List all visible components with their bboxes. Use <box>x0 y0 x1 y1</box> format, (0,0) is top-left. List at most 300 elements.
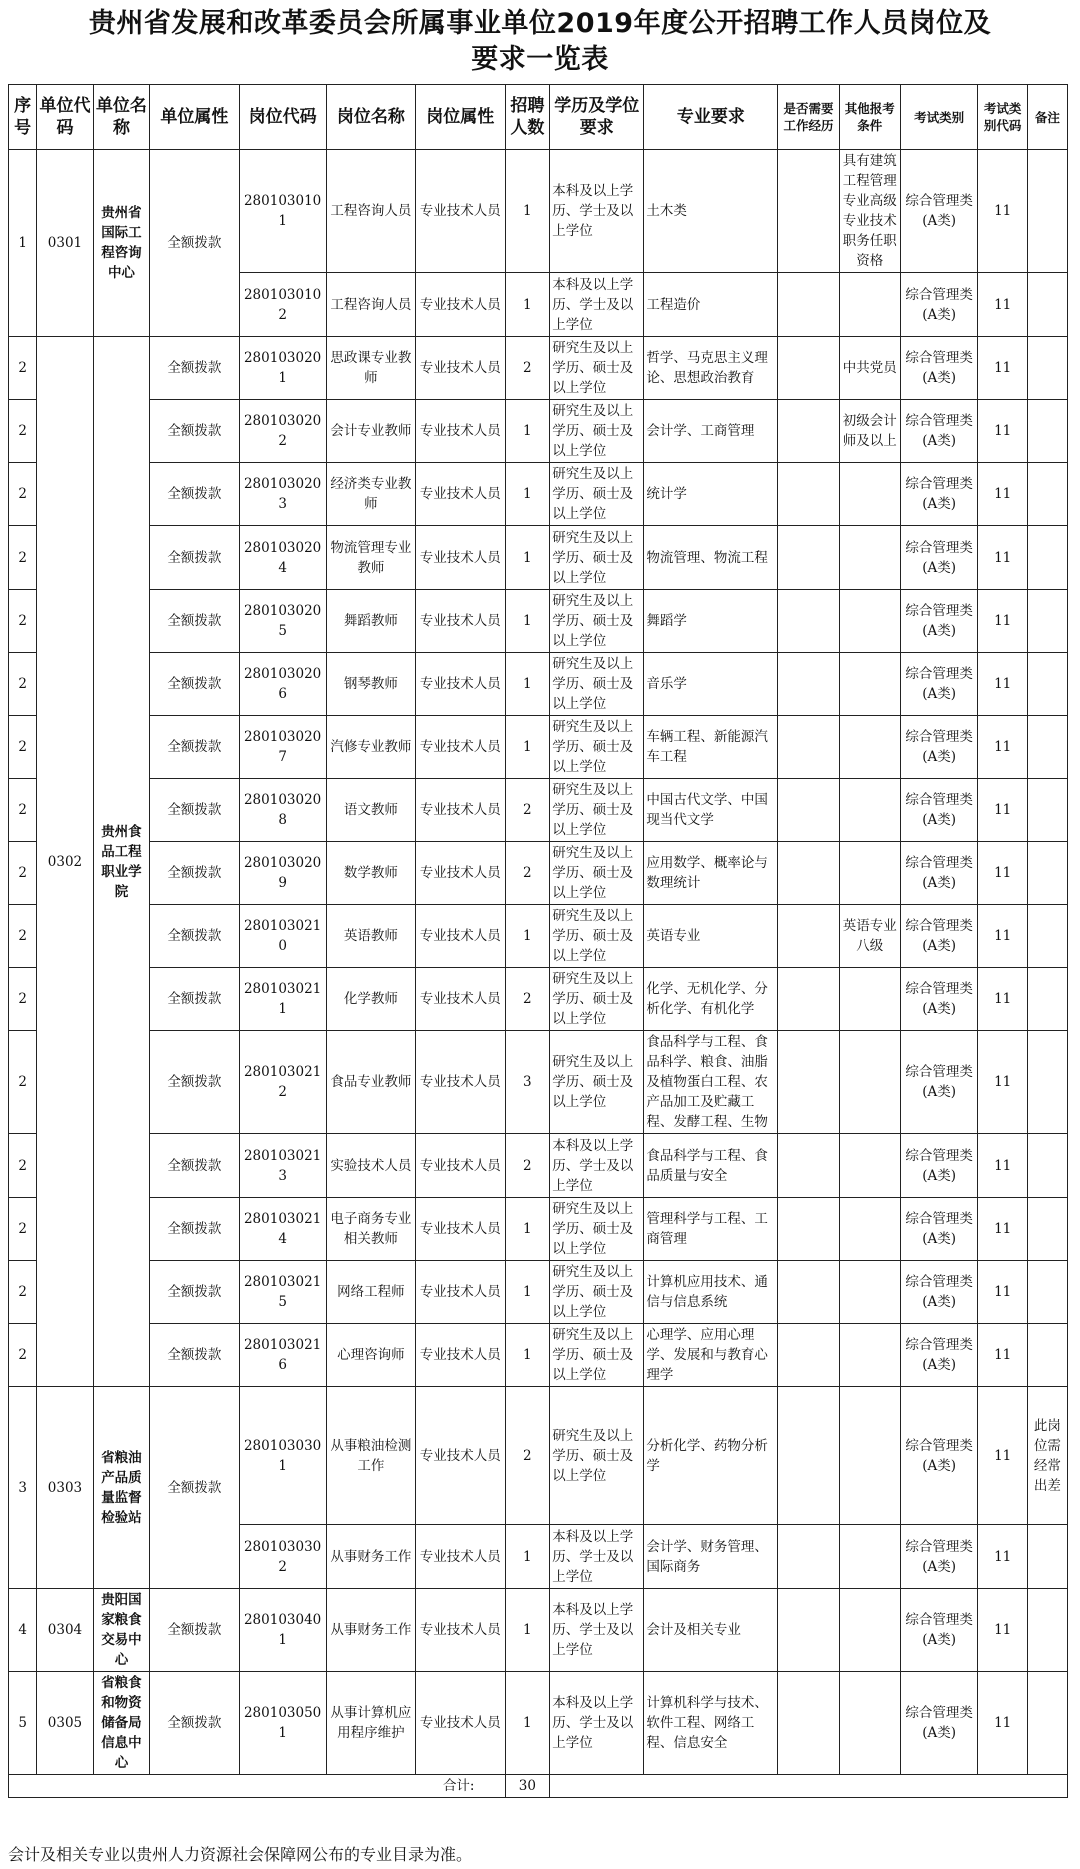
table-row <box>9 150 1068 273</box>
post-note-cell <box>1027 653 1067 716</box>
table-row <box>9 1589 1068 1672</box>
post-count-cell: 3 <box>505 1031 550 1134</box>
unit-name-cell: 省粮油产品质量监督检验站 <box>93 1387 149 1589</box>
post-type-cell: 专业技术人员 <box>416 1672 505 1775</box>
post-edu-cell: 研究生及以上学历、硕士及以上学位 <box>550 1261 644 1324</box>
post-other-cell <box>839 1525 900 1589</box>
total-label: 合计: <box>9 1775 506 1798</box>
post-edu-cell: 研究生及以上学历、硕士及以上学位 <box>550 400 644 463</box>
post-note-cell <box>1027 905 1067 968</box>
unit-code-cell: 0301 <box>37 150 93 337</box>
post-exam-cell: 综合管理类(A类) <box>900 1672 978 1775</box>
post-major-cell: 会计学、工商管理 <box>644 400 778 463</box>
post-edu-cell: 研究生及以上学历、硕士及以上学位 <box>550 842 644 905</box>
post-other-cell <box>839 779 900 842</box>
post-code-cell: 2801030214 <box>239 1198 326 1261</box>
seq-cell: 2 <box>9 337 37 400</box>
post-exam-code-cell: 11 <box>978 1589 1027 1672</box>
post-name-cell: 语文教师 <box>326 779 415 842</box>
seq-cell: 2 <box>9 400 37 463</box>
unit-attr-cell: 全额拨款 <box>150 1672 239 1775</box>
unit-name-cell: 省粮食和物资储备局信息中心 <box>93 1672 149 1775</box>
post-exp-cell <box>778 1525 839 1589</box>
post-edu-cell: 研究生及以上学历、硕士及以上学位 <box>550 1324 644 1387</box>
post-major-cell: 心理学、应用心理学、发展和与教育心理学 <box>644 1324 778 1387</box>
unit-attr-cell: 全额拨款 <box>150 905 239 968</box>
unit-attr-cell: 全额拨款 <box>150 653 239 716</box>
header-cell: 单位代码 <box>37 85 93 150</box>
table-row <box>9 1387 1068 1525</box>
post-other-cell <box>839 1031 900 1134</box>
post-note-cell <box>1027 590 1067 653</box>
post-exp-cell <box>778 968 839 1031</box>
post-major-cell: 会计学、财务管理、国际商务 <box>644 1525 778 1589</box>
post-major-cell: 计算机应用技术、通信与信息系统 <box>644 1261 778 1324</box>
post-exam-code-cell: 11 <box>978 1387 1027 1525</box>
post-other-cell <box>839 463 900 526</box>
unit-attr-cell: 全额拨款 <box>150 1589 239 1672</box>
post-exam-cell: 综合管理类(A类) <box>900 463 978 526</box>
post-edu-cell: 研究生及以上学历、硕士及以上学位 <box>550 779 644 842</box>
header-cell: 招聘人数 <box>505 85 550 150</box>
post-count-cell: 1 <box>505 1324 550 1387</box>
header-cell: 考试类别代码 <box>978 85 1027 150</box>
post-edu-cell: 研究生及以上学历、硕士及以上学位 <box>550 590 644 653</box>
post-exp-cell <box>778 1031 839 1134</box>
header-cell: 岗位代码 <box>239 85 326 150</box>
post-exp-cell <box>778 842 839 905</box>
unit-code-cell: 0302 <box>37 337 93 1387</box>
seq-cell: 5 <box>9 1672 37 1775</box>
header-cell: 是否需要工作经历 <box>778 85 839 150</box>
post-type-cell: 专业技术人员 <box>416 1589 505 1672</box>
header-cell: 考试类别 <box>900 85 978 150</box>
post-exam-cell: 综合管理类(A类) <box>900 337 978 400</box>
post-type-cell: 专业技术人员 <box>416 1387 505 1525</box>
unit-attr-cell: 全额拨款 <box>150 1198 239 1261</box>
post-exam-cell: 综合管理类(A类) <box>900 653 978 716</box>
post-name-cell: 心理咨询师 <box>326 1324 415 1387</box>
table-row <box>9 1324 1068 1387</box>
header-cell: 岗位属性 <box>416 85 505 150</box>
post-type-cell: 专业技术人员 <box>416 273 505 337</box>
post-type-cell: 专业技术人员 <box>416 1324 505 1387</box>
post-major-cell: 管理科学与工程、工商管理 <box>644 1198 778 1261</box>
post-code-cell: 2801030301 <box>239 1387 326 1525</box>
post-exam-cell: 综合管理类(A类) <box>900 150 978 273</box>
post-exam-code-cell: 11 <box>978 1525 1027 1589</box>
post-edu-cell: 本科及以上学历、学士及以上学位 <box>550 273 644 337</box>
post-other-cell: 具有建筑工程管理专业高级专业技术职务任职资格 <box>839 150 900 273</box>
post-major-cell: 会计及相关专业 <box>644 1589 778 1672</box>
post-note-cell <box>1027 842 1067 905</box>
unit-attr-cell: 全额拨款 <box>150 526 239 590</box>
post-major-cell: 食品科学与工程、食品质量与安全 <box>644 1134 778 1198</box>
post-note-cell: 此岗位需经常出差 <box>1027 1387 1067 1525</box>
unit-attr-cell: 全额拨款 <box>150 1031 239 1134</box>
unit-attr-cell: 全额拨款 <box>150 150 239 337</box>
post-exam-code-cell: 11 <box>978 273 1027 337</box>
post-exam-code-cell: 11 <box>978 526 1027 590</box>
post-type-cell: 专业技术人员 <box>416 150 505 273</box>
post-type-cell: 专业技术人员 <box>416 905 505 968</box>
post-other-cell <box>839 1134 900 1198</box>
post-edu-cell: 本科及以上学历、学士及以上学位 <box>550 1672 644 1775</box>
table-body <box>9 150 1068 1775</box>
post-exam-cell: 综合管理类(A类) <box>900 590 978 653</box>
post-exam-code-cell: 11 <box>978 716 1027 779</box>
table-row <box>9 842 1068 905</box>
unit-code-cell: 0304 <box>37 1589 93 1672</box>
post-code-cell: 2801030501 <box>239 1672 326 1775</box>
post-major-cell: 化学、无机化学、分析化学、有机化学 <box>644 968 778 1031</box>
recruitment-table <box>8 84 1068 1798</box>
post-code-cell: 2801030212 <box>239 1031 326 1134</box>
post-exam-code-cell: 11 <box>978 400 1027 463</box>
post-edu-cell: 研究生及以上学历、硕士及以上学位 <box>550 1198 644 1261</box>
post-type-cell: 专业技术人员 <box>416 842 505 905</box>
post-note-cell <box>1027 337 1067 400</box>
post-exam-code-cell: 11 <box>978 1324 1027 1387</box>
post-name-cell: 英语教师 <box>326 905 415 968</box>
post-other-cell <box>839 1324 900 1387</box>
post-other-cell: 初级会计师及以上 <box>839 400 900 463</box>
post-exp-cell <box>778 400 839 463</box>
post-name-cell: 会计专业教师 <box>326 400 415 463</box>
seq-cell: 2 <box>9 1031 37 1134</box>
post-exp-cell <box>778 1198 839 1261</box>
post-exam-code-cell: 11 <box>978 150 1027 273</box>
document-title <box>0 6 1080 78</box>
seq-cell: 2 <box>9 463 37 526</box>
header-cell: 其他报考条件 <box>839 85 900 150</box>
post-name-cell: 工程咨询人员 <box>326 273 415 337</box>
header-cell: 单位名称 <box>93 85 149 150</box>
header-cell: 序号 <box>9 85 37 150</box>
unit-attr-cell: 全额拨款 <box>150 590 239 653</box>
post-exam-code-cell: 11 <box>978 779 1027 842</box>
table-row <box>9 716 1068 779</box>
header-row <box>9 85 1068 150</box>
post-code-cell: 2801030201 <box>239 337 326 400</box>
post-count-cell: 1 <box>505 590 550 653</box>
post-exp-cell <box>778 1387 839 1525</box>
post-code-cell: 2801030401 <box>239 1589 326 1672</box>
post-name-cell: 从事粮油检测工作 <box>326 1387 415 1525</box>
post-name-cell: 电子商务专业相关教师 <box>326 1198 415 1261</box>
post-other-cell <box>839 273 900 337</box>
post-type-cell: 专业技术人员 <box>416 337 505 400</box>
post-count-cell: 2 <box>505 842 550 905</box>
post-exam-code-cell: 11 <box>978 1031 1027 1134</box>
table-row <box>9 779 1068 842</box>
post-code-cell: 2801030203 <box>239 463 326 526</box>
table-footer <box>9 1775 1068 1798</box>
post-count-cell: 1 <box>505 273 550 337</box>
post-code-cell: 2801030211 <box>239 968 326 1031</box>
post-exam-cell: 综合管理类(A类) <box>900 1525 978 1589</box>
post-exp-cell <box>778 905 839 968</box>
seq-cell: 2 <box>9 779 37 842</box>
post-other-cell <box>839 1387 900 1525</box>
post-count-cell: 1 <box>505 150 550 273</box>
post-exam-cell: 综合管理类(A类) <box>900 273 978 337</box>
seq-cell: 2 <box>9 1261 37 1324</box>
post-exam-cell: 综合管理类(A类) <box>900 526 978 590</box>
post-name-cell: 工程咨询人员 <box>326 150 415 273</box>
header-cell: 学历及学位要求 <box>550 85 644 150</box>
unit-name-cell: 贵州食品工程职业学院 <box>93 337 149 1387</box>
post-major-cell: 应用数学、概率论与数理统计 <box>644 842 778 905</box>
post-code-cell: 2801030204 <box>239 526 326 590</box>
post-other-cell <box>839 716 900 779</box>
unit-name-cell: 贵阳国家粮食交易中心 <box>93 1589 149 1672</box>
post-exam-cell: 综合管理类(A类) <box>900 1198 978 1261</box>
post-exam-code-cell: 11 <box>978 1134 1027 1198</box>
post-name-cell: 舞蹈教师 <box>326 590 415 653</box>
post-code-cell: 2801030102 <box>239 273 326 337</box>
unit-code-cell: 0303 <box>37 1387 93 1589</box>
post-note-cell <box>1027 1031 1067 1134</box>
table-row <box>9 1672 1068 1775</box>
seq-cell: 2 <box>9 526 37 590</box>
post-other-cell <box>839 1589 900 1672</box>
post-major-cell: 工程造价 <box>644 273 778 337</box>
seq-cell: 2 <box>9 1198 37 1261</box>
post-count-cell: 2 <box>505 779 550 842</box>
post-major-cell: 分析化学、药物分析学 <box>644 1387 778 1525</box>
post-exam-cell: 综合管理类(A类) <box>900 1134 978 1198</box>
unit-attr-cell: 全额拨款 <box>150 716 239 779</box>
post-other-cell: 中共党员 <box>839 337 900 400</box>
post-exp-cell <box>778 1324 839 1387</box>
post-other-cell <box>839 968 900 1031</box>
seq-cell: 4 <box>9 1589 37 1672</box>
post-major-cell: 物流管理、物流工程 <box>644 526 778 590</box>
seq-cell: 2 <box>9 968 37 1031</box>
title-line-2: 要求一览表 <box>471 44 609 75</box>
post-exp-cell <box>778 1134 839 1198</box>
table-header <box>9 85 1068 150</box>
header-cell: 专业要求 <box>644 85 778 150</box>
table-row <box>9 653 1068 716</box>
post-name-cell: 汽修专业教师 <box>326 716 415 779</box>
table-row <box>9 337 1068 400</box>
post-type-cell: 专业技术人员 <box>416 1261 505 1324</box>
post-count-cell: 2 <box>505 1387 550 1525</box>
post-major-cell: 舞蹈学 <box>644 590 778 653</box>
post-count-cell: 1 <box>505 1589 550 1672</box>
post-exam-code-cell: 11 <box>978 1261 1027 1324</box>
post-count-cell: 2 <box>505 1134 550 1198</box>
post-name-cell: 经济类专业教师 <box>326 463 415 526</box>
footer-note: 会计及相关专业以贵州人力资源社会保障网公布的专业目录为准。 <box>8 1845 473 1864</box>
post-code-cell: 2801030216 <box>239 1324 326 1387</box>
seq-cell: 2 <box>9 1134 37 1198</box>
unit-attr-cell: 全额拨款 <box>150 968 239 1031</box>
post-note-cell <box>1027 779 1067 842</box>
table-row <box>9 463 1068 526</box>
seq-cell: 2 <box>9 590 37 653</box>
total-row <box>9 1775 1068 1798</box>
post-exam-cell: 综合管理类(A类) <box>900 1261 978 1324</box>
post-other-cell <box>839 1672 900 1775</box>
post-code-cell: 2801030202 <box>239 400 326 463</box>
post-exam-cell: 综合管理类(A类) <box>900 716 978 779</box>
unit-attr-cell: 全额拨款 <box>150 779 239 842</box>
post-exam-cell: 综合管理类(A类) <box>900 1387 978 1525</box>
post-exp-cell <box>778 150 839 273</box>
post-exp-cell <box>778 1589 839 1672</box>
post-major-cell: 计算机科学与技术、软件工程、网络工程、信息安全 <box>644 1672 778 1775</box>
post-exam-cell: 综合管理类(A类) <box>900 968 978 1031</box>
unit-code-cell: 0305 <box>37 1672 93 1775</box>
post-note-cell <box>1027 716 1067 779</box>
post-exp-cell <box>778 526 839 590</box>
post-name-cell: 钢琴教师 <box>326 653 415 716</box>
post-exp-cell <box>778 1672 839 1775</box>
post-edu-cell: 本科及以上学历、学士及以上学位 <box>550 1525 644 1589</box>
post-count-cell: 2 <box>505 337 550 400</box>
table-row <box>9 1261 1068 1324</box>
post-count-cell: 1 <box>505 400 550 463</box>
post-type-cell: 专业技术人员 <box>416 1031 505 1134</box>
post-code-cell: 2801030302 <box>239 1525 326 1589</box>
post-major-cell: 统计学 <box>644 463 778 526</box>
post-note-cell <box>1027 1324 1067 1387</box>
unit-name-cell: 贵州省国际工程咨询中心 <box>93 150 149 337</box>
post-type-cell: 专业技术人员 <box>416 1134 505 1198</box>
unit-attr-cell: 全额拨款 <box>150 1324 239 1387</box>
post-exp-cell <box>778 590 839 653</box>
post-edu-cell: 研究生及以上学历、硕士及以上学位 <box>550 1387 644 1525</box>
post-exam-code-cell: 11 <box>978 1198 1027 1261</box>
table-row <box>9 1031 1068 1134</box>
post-major-cell: 土木类 <box>644 150 778 273</box>
post-type-cell: 专业技术人员 <box>416 1198 505 1261</box>
post-exam-code-cell: 11 <box>978 968 1027 1031</box>
post-count-cell: 2 <box>505 968 550 1031</box>
post-major-cell: 音乐学 <box>644 653 778 716</box>
post-note-cell <box>1027 400 1067 463</box>
post-exam-cell: 综合管理类(A类) <box>900 1031 978 1134</box>
table-row <box>9 1134 1068 1198</box>
post-other-cell <box>839 1261 900 1324</box>
post-name-cell: 数学教师 <box>326 842 415 905</box>
post-other-cell: 英语专业八级 <box>839 905 900 968</box>
post-name-cell: 物流管理专业教师 <box>326 526 415 590</box>
post-edu-cell: 研究生及以上学历、硕士及以上学位 <box>550 526 644 590</box>
unit-attr-cell: 全额拨款 <box>150 1261 239 1324</box>
unit-attr-cell: 全额拨款 <box>150 1387 239 1589</box>
post-exam-code-cell: 11 <box>978 842 1027 905</box>
post-exp-cell <box>778 716 839 779</box>
post-edu-cell: 研究生及以上学历、硕士及以上学位 <box>550 716 644 779</box>
post-other-cell <box>839 842 900 905</box>
seq-cell: 1 <box>9 150 37 337</box>
post-note-cell <box>1027 1198 1067 1261</box>
post-code-cell: 2801030213 <box>239 1134 326 1198</box>
post-name-cell: 实验技术人员 <box>326 1134 415 1198</box>
post-exp-cell <box>778 1261 839 1324</box>
post-note-cell <box>1027 1672 1067 1775</box>
post-edu-cell: 研究生及以上学历、硕士及以上学位 <box>550 653 644 716</box>
seq-cell: 3 <box>9 1387 37 1589</box>
post-other-cell <box>839 526 900 590</box>
unit-attr-cell: 全额拨款 <box>150 842 239 905</box>
post-count-cell: 1 <box>505 1261 550 1324</box>
post-edu-cell: 研究生及以上学历、硕士及以上学位 <box>550 1031 644 1134</box>
table-row <box>9 400 1068 463</box>
post-exp-cell <box>778 653 839 716</box>
post-edu-cell: 研究生及以上学历、硕士及以上学位 <box>550 968 644 1031</box>
post-edu-cell: 研究生及以上学历、硕士及以上学位 <box>550 905 644 968</box>
post-name-cell: 网络工程师 <box>326 1261 415 1324</box>
post-code-cell: 2801030210 <box>239 905 326 968</box>
post-exam-cell: 综合管理类(A类) <box>900 1324 978 1387</box>
post-type-cell: 专业技术人员 <box>416 1525 505 1589</box>
post-major-cell: 哲学、马克思主义理论、思想政治教育 <box>644 337 778 400</box>
unit-attr-cell: 全额拨款 <box>150 400 239 463</box>
post-edu-cell: 本科及以上学历、学士及以上学位 <box>550 150 644 273</box>
post-note-cell <box>1027 273 1067 337</box>
post-exam-code-cell: 11 <box>978 337 1027 400</box>
post-other-cell <box>839 653 900 716</box>
post-count-cell: 1 <box>505 1198 550 1261</box>
post-type-cell: 专业技术人员 <box>416 653 505 716</box>
post-exam-cell: 综合管理类(A类) <box>900 905 978 968</box>
table-row <box>9 968 1068 1031</box>
post-type-cell: 专业技术人员 <box>416 716 505 779</box>
post-count-cell: 1 <box>505 716 550 779</box>
post-exam-code-cell: 11 <box>978 590 1027 653</box>
post-exam-cell: 综合管理类(A类) <box>900 400 978 463</box>
post-code-cell: 2801030205 <box>239 590 326 653</box>
post-type-cell: 专业技术人员 <box>416 968 505 1031</box>
post-code-cell: 2801030215 <box>239 1261 326 1324</box>
post-exam-code-cell: 11 <box>978 905 1027 968</box>
header-cell: 单位属性 <box>150 85 239 150</box>
post-other-cell <box>839 590 900 653</box>
total-empty <box>550 1775 1068 1798</box>
post-type-cell: 专业技术人员 <box>416 526 505 590</box>
post-major-cell: 中国古代文学、中国现当代文学 <box>644 779 778 842</box>
post-edu-cell: 本科及以上学历、学士及以上学位 <box>550 1589 644 1672</box>
post-note-cell <box>1027 968 1067 1031</box>
post-name-cell: 从事计算机应用程序维护 <box>326 1672 415 1775</box>
header-cell: 岗位名称 <box>326 85 415 150</box>
total-value: 30 <box>505 1775 550 1798</box>
table-row <box>9 526 1068 590</box>
post-note-cell <box>1027 1525 1067 1589</box>
seq-cell: 2 <box>9 716 37 779</box>
post-count-cell: 1 <box>505 526 550 590</box>
post-type-cell: 专业技术人员 <box>416 779 505 842</box>
post-type-cell: 专业技术人员 <box>416 400 505 463</box>
post-major-cell: 车辆工程、新能源汽车工程 <box>644 716 778 779</box>
unit-attr-cell: 全额拨款 <box>150 1134 239 1198</box>
post-exp-cell <box>778 779 839 842</box>
seq-cell: 2 <box>9 842 37 905</box>
post-major-cell: 英语专业 <box>644 905 778 968</box>
post-note-cell <box>1027 463 1067 526</box>
post-count-cell: 1 <box>505 905 550 968</box>
post-exam-code-cell: 11 <box>978 653 1027 716</box>
post-type-cell: 专业技术人员 <box>416 463 505 526</box>
title-line-1: 贵州省发展和改革委员会所属事业单位2019年度公开招聘工作人员岗位及 <box>88 8 992 39</box>
table-row <box>9 590 1068 653</box>
post-exam-cell: 综合管理类(A类) <box>900 842 978 905</box>
